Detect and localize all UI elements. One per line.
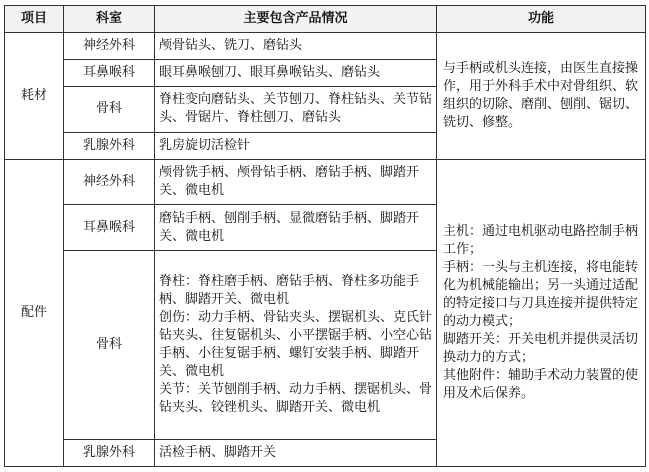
- department-cell: 骨科: [64, 86, 155, 132]
- header-products: 主要包含产品情况: [155, 6, 437, 33]
- category-cell: 配件: [5, 159, 64, 466]
- department-cell: 乳腺外科: [64, 132, 155, 159]
- products-cell: 眼耳鼻喉刨刀、眼耳鼻喉钻头、磨钻头: [155, 59, 437, 86]
- table-row: [5, 159, 646, 205]
- product-table-wrapper: [4, 5, 645, 467]
- department-cell: 耳鼻喉科: [64, 59, 155, 86]
- products-cell: 颅骨钻头、铣刀、磨钻头: [155, 33, 437, 60]
- department-cell: 耳鼻喉科: [64, 205, 155, 251]
- table-header-row: [5, 6, 646, 33]
- category-cell: 耗材: [5, 33, 64, 160]
- header-function: 功能: [437, 6, 646, 33]
- products-cell: 活检手柄、脚踏开关: [155, 439, 437, 466]
- header-category: 项目: [5, 6, 64, 33]
- products-cell: 脊柱：脊柱磨手柄、磨钻手柄、脊柱多功能手柄、脚踏开关、微电机 创伤：动力手柄、骨钻夹头、摆锯机头、克氏针钻夹头、往复锯机头、小平摆锯手柄、小空心钻手柄、小往复锯手柄、螺钉安装手柄、脚踏开关、微电机 关节：关节刨削手柄、动力手柄、摆锯机头、骨钻夹头、铰锉机头、脚踏开关、微电机: [155, 250, 437, 439]
- header-department: 科室: [64, 6, 155, 33]
- products-cell: 颅骨铣手柄、颅骨钻手柄、磨钻手柄、脚踏开关、微电机: [155, 159, 437, 205]
- department-cell: 神经外科: [64, 33, 155, 60]
- department-cell: 骨科: [64, 250, 155, 439]
- table-row: [5, 33, 646, 60]
- department-cell: 乳腺外科: [64, 439, 155, 466]
- product-function-table: [4, 5, 646, 467]
- department-cell: 神经外科: [64, 159, 155, 205]
- function-cell: 主机：通过电机驱动电路控制手柄工作； 手柄：一头与主机连接，将电能转化为机械能输出；另一头通过适配的特定接口与刀具连接并提供特定的动力模式； 脚踏开关：开关电机并提供灵活切换动力的方式； 其他附件：辅助手术动力装置的使用及术后保养。: [437, 159, 646, 466]
- products-cell: 磨钻手柄、刨削手柄、显微磨钻手柄、脚踏开关、微电机: [155, 205, 437, 251]
- function-cell: 与手柄或机头连接，由医生直接操作，用于外科手术中对骨组织、软组织的切除、磨削、刨削、锯切、铣切、修整。: [437, 33, 646, 160]
- products-cell: 脊柱变向磨钻头、关节刨刀、脊柱钻头、关节钻头、骨锯片、脊柱刨刀、磨钻头: [155, 86, 437, 132]
- products-cell: 乳房旋切活检针: [155, 132, 437, 159]
